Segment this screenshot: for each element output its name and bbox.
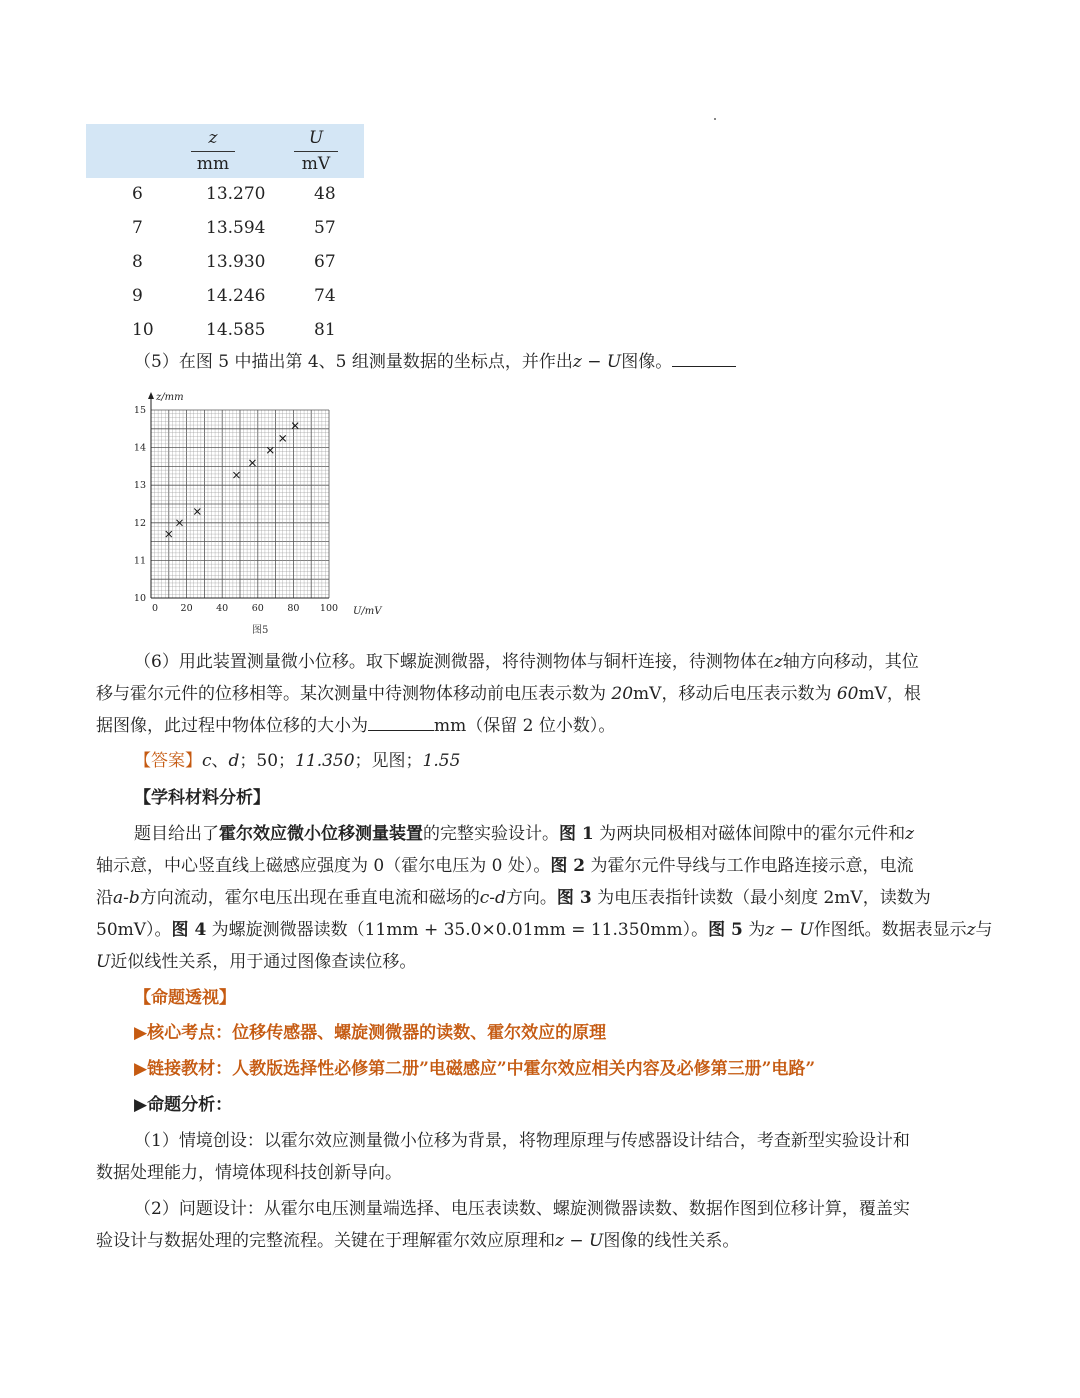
analysis-text: 为电压表指针读数（最小刻度 2mV，读数为 <box>591 888 931 908</box>
q6-text: mV，根 <box>858 684 921 704</box>
answer-part: ；50； <box>239 751 296 771</box>
analysis-text: 作图纸。数据表显示 <box>813 920 967 940</box>
answer-part: ；见图； <box>354 751 423 771</box>
figure-caption: 图5 <box>252 625 269 636</box>
answer-tag: 【答案】 <box>134 751 202 771</box>
table-header <box>86 124 364 178</box>
cell-index: 10 <box>132 320 154 340</box>
analysis-text: 沿 <box>96 888 113 908</box>
analysis-var: z <box>905 824 915 844</box>
cell-z: 13.930 <box>206 252 266 272</box>
q5-text-b: 图像。 <box>621 352 673 372</box>
y-tick-label: 10 <box>133 593 146 604</box>
q6-text: 据图像，此过程中物体位移的大小为 <box>96 716 368 736</box>
analysis-line-2 <box>96 850 914 882</box>
perspective-p1-line-2: 数据处理能力，情境体现科技创新导向。 <box>96 1163 402 1183</box>
analysis-text: 近似线性关系，用于通过图像查读位移。 <box>110 952 417 972</box>
chart-grid <box>151 410 329 598</box>
q6-value: 60 <box>836 684 859 704</box>
core-points: ▶核心考点：位移传感器、螺旋测微器的读数、霍尔效应的原理 <box>134 1023 607 1043</box>
table-row <box>86 212 364 246</box>
table-row <box>86 280 364 314</box>
answer-part: c <box>202 751 212 771</box>
question-6-line-3 <box>96 710 615 742</box>
data-point-marker <box>267 447 273 453</box>
x-tick-label: 20 <box>180 603 193 614</box>
analysis-text: 为 <box>742 920 766 940</box>
analysis-text: 轴示意，中心竖直线上磁感应强度为 0（霍尔电压为 0 处）。 <box>96 856 551 876</box>
analysis-var: a-b <box>113 888 140 908</box>
col-z-header <box>183 127 243 175</box>
analysis-text: 方向流动，霍尔电压出现在垂直电流和磁场的 <box>139 888 480 908</box>
analysis-line-4 <box>96 914 993 946</box>
y-axis-arrow <box>148 392 154 399</box>
question-5 <box>134 346 736 378</box>
perspective-p1-line-1: （1）情境创设：以霍尔效应测量微小位移为背景，将物理原理与传感器设计结合，考查新型实验设计和 <box>134 1131 910 1151</box>
perspective-var: z − U <box>555 1231 604 1251</box>
data-table <box>86 124 364 348</box>
perspective-text: 验设计与数据处理的完整流程。关键在于理解霍尔效应原理和 <box>96 1231 555 1251</box>
cell-index: 9 <box>132 286 143 306</box>
q5-var: z − U <box>572 352 622 372</box>
analysis-text: 的完整实验设计。 <box>423 824 559 844</box>
table-row <box>86 246 364 280</box>
cell-z: 13.270 <box>206 184 266 204</box>
analysis-text: 题目给出了 <box>134 824 219 844</box>
perspective-p2-line-1: （2）问题设计：从霍尔电压测量端选择、电压表读数、螺旋测微器读数、数据作图到位移计算，覆盖实 <box>134 1199 910 1219</box>
col-u-symbol: U <box>308 128 324 148</box>
question-6-line-2 <box>96 678 921 710</box>
chart-axes <box>148 392 329 598</box>
perspective-heading: 【命题透视】 <box>134 988 236 1008</box>
col-z-symbol: z <box>208 128 218 148</box>
analysis-subheading: ▶命题分析： <box>134 1095 233 1115</box>
cell-u: 48 <box>314 184 336 204</box>
q6-var: z <box>773 652 783 672</box>
analysis-text: 为两块同极相对磁体间隙中的霍尔元件和 <box>593 824 906 844</box>
y-tick-label: 13 <box>133 480 146 492</box>
cell-index: 8 <box>132 252 143 272</box>
analysis-line-5 <box>96 946 416 978</box>
cell-u: 67 <box>314 252 336 272</box>
analysis-line-1 <box>134 818 914 850</box>
table-row <box>86 178 364 212</box>
x-axis-label: U/mV <box>353 606 382 617</box>
analysis-text: 与 <box>975 920 993 940</box>
analysis-var: z <box>966 920 976 940</box>
answer-line <box>134 745 460 777</box>
answer-part: d <box>228 751 240 771</box>
x-tick-label: 60 <box>251 603 264 614</box>
fraction-bar <box>294 151 338 152</box>
answer-blank <box>672 346 736 367</box>
analysis-bold: 图 3 <box>556 888 592 908</box>
answer-part: 11.350 <box>295 751 355 771</box>
cell-u: 74 <box>314 286 336 306</box>
col-z-unit: mm <box>196 154 230 174</box>
q5-text-a: （5）在图 5 中描出第 4、5 组测量数据的坐标点，并作出 <box>134 352 573 372</box>
figure-5-chart <box>128 388 408 638</box>
analysis-var: c-d <box>479 888 506 908</box>
x-tick-label: 80 <box>287 603 300 614</box>
answer-part: 1.55 <box>422 751 461 771</box>
analysis-bold: 图 1 <box>559 824 594 844</box>
analysis-bold: 图 5 <box>708 920 743 940</box>
col-u-unit: mV <box>301 154 331 174</box>
q6-value: 20 <box>611 684 634 704</box>
q6-text: mV，移动后电压表示数为 <box>633 684 837 704</box>
chart-points <box>166 423 298 537</box>
perspective-text: 图像的线性关系。 <box>603 1231 740 1251</box>
answer-part: 、 <box>211 751 229 771</box>
cell-z: 14.246 <box>206 286 266 306</box>
q6-text: （6）用此装置测量微小位移。取下螺旋测微器，将待测物体与铜杆连接，待测物体在 <box>134 652 774 672</box>
cell-z: 14.585 <box>206 320 266 340</box>
analysis-bold: 图 2 <box>550 856 586 876</box>
analysis-text: 方向。 <box>505 888 557 908</box>
question-6-line-1 <box>134 646 919 678</box>
analysis-heading: 【学科材料分析】 <box>134 788 270 808</box>
analysis-var: z − U <box>765 920 814 940</box>
y-tick-label: 11 <box>133 555 146 567</box>
x-tick-label: 0 <box>151 603 159 614</box>
y-axis-label: z/mm <box>156 392 184 403</box>
q6-text: mm（保留 2 位小数）。 <box>434 716 616 736</box>
analysis-bold: 图 4 <box>171 920 207 940</box>
fraction-bar <box>191 151 235 152</box>
perspective-p2-line-2 <box>96 1225 739 1257</box>
y-tick-label: 15 <box>133 405 146 416</box>
q6-text: 轴方向移动，其位 <box>782 652 919 672</box>
y-tick-label: 12 <box>133 517 146 529</box>
answer-blank <box>368 710 434 731</box>
analysis-bold: 霍尔效应微小位移测量装置 <box>219 824 423 844</box>
analysis-line-3 <box>96 882 931 914</box>
data-point-marker <box>249 460 255 466</box>
page-dot <box>714 118 716 120</box>
y-tick-label: 14 <box>133 442 146 454</box>
textbook-link: ▶链接教材：人教版选择性必修第二册”电磁感应”中霍尔效应相关内容及必修第三册”电路” <box>134 1059 816 1079</box>
analysis-text: 为霍尔元件导线与工作电路连接示意，电流 <box>585 856 914 876</box>
cell-z: 13.594 <box>206 218 266 238</box>
table-row <box>86 314 364 348</box>
cell-index: 6 <box>132 184 143 204</box>
analysis-text: 为螺旋测微器读数（11mm + 35.0×0.01mm = 11.350mm）。 <box>206 920 709 940</box>
x-tick-label: 40 <box>216 603 229 614</box>
cell-u: 57 <box>314 218 336 238</box>
col-u-header <box>286 127 346 175</box>
x-tick-label: 100 <box>319 603 339 614</box>
analysis-var: U <box>96 952 111 972</box>
q6-text: 移与霍尔元件的位移相等。某次测量中待测物体移动前电压表示数为 <box>96 684 612 704</box>
cell-u: 81 <box>314 320 336 340</box>
analysis-text: 50mV）。 <box>96 920 172 940</box>
cell-index: 7 <box>132 218 143 238</box>
